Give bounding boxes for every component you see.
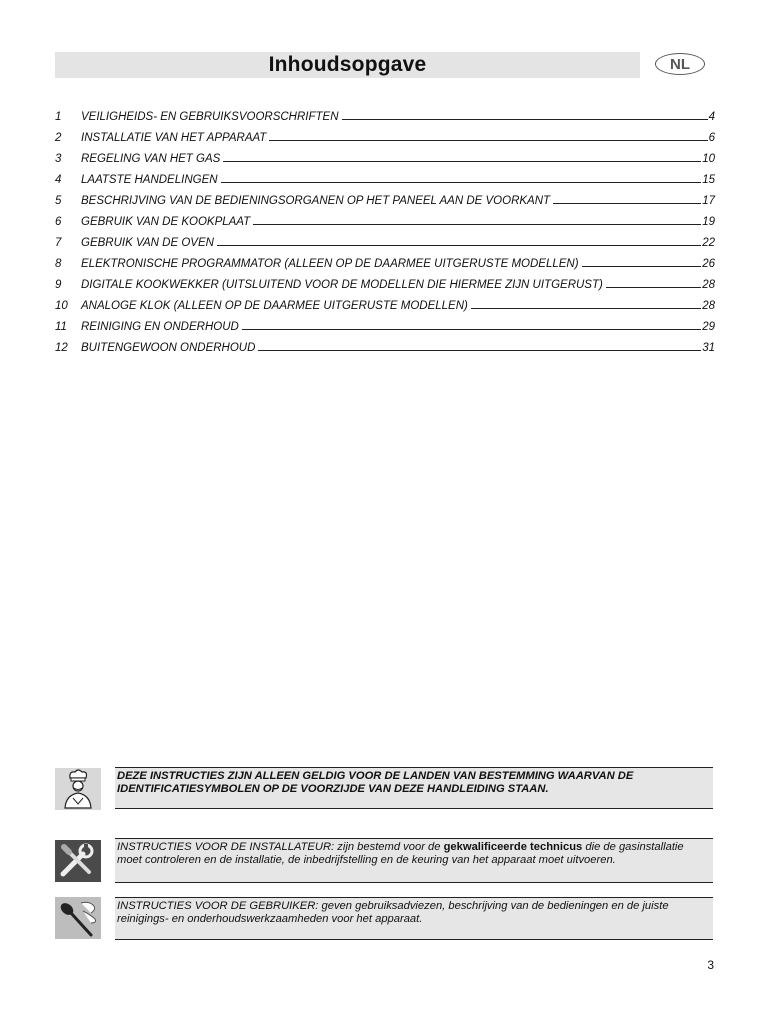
toc-row (55, 123, 715, 144)
toc-row (55, 333, 715, 354)
toc-page-number: 31 (702, 342, 715, 354)
toc-leader (269, 140, 707, 141)
toc-page-number: 15 (702, 174, 715, 186)
title-bar (55, 52, 640, 78)
toc-row (55, 186, 715, 207)
chef-icon (55, 768, 101, 810)
note-countries-text: DEZE INSTRUCTIES ZIJN ALLEEN GELDIG VOOR DE LANDEN VAN BESTEMMING WAARVAN DE IDENTIFICATIESYMBOLEN OP DE VOORZIJDE VAN DEZE HANDLEIDING STAAN. (117, 770, 634, 795)
tools-icon (55, 840, 101, 882)
toc-leader (258, 350, 701, 351)
toc-row (55, 207, 715, 228)
note-installer-box (115, 838, 713, 883)
toc-number: 3 (55, 153, 62, 165)
toc-number: 8 (55, 258, 62, 270)
toc-leader (217, 245, 701, 246)
toc-page-number: 17 (702, 195, 715, 207)
toc-row (55, 144, 715, 165)
toc-page-number: 28 (702, 300, 715, 312)
toc-leader (223, 161, 701, 162)
toc-leader (471, 308, 701, 309)
page-title: Inhoudsopgave (268, 53, 427, 76)
toc-page-number: 4 (708, 111, 715, 123)
toc-row (55, 165, 715, 186)
toc-page-number: 28 (702, 279, 715, 291)
spoon-icon (55, 897, 101, 939)
toc-title: BESCHRIJVING VAN DE BEDIENINGSORGANEN OP HET PANEEL AAN DE VOORKANT (81, 195, 551, 207)
toc-title: INSTALLATIE VAN HET APPARAAT (81, 132, 267, 144)
note-user-text: INSTRUCTIES VOOR DE GEBRUIKER: geven gebruiksadviezen, beschrijving van de bedieningen en de juiste reinigings- en onderhoudswerkzaamheden voor het apparaat. (117, 900, 669, 925)
toc-row (55, 228, 715, 249)
toc-row (55, 270, 715, 291)
toc-title: ANALOGE KLOK (ALLEEN OP DE DAARMEE UITGERUSTE MODELLEN) (81, 300, 468, 312)
toc-leader (582, 266, 702, 267)
toc-number: 2 (55, 132, 62, 144)
toc-leader (253, 224, 701, 225)
toc-title: GEBRUIK VAN DE KOOKPLAAT (81, 216, 251, 228)
toc-number: 1 (55, 111, 62, 123)
language-badge: NL (655, 53, 705, 75)
toc-leader (606, 287, 701, 288)
toc-title: REINIGING EN ONDERHOUD (81, 321, 239, 333)
toc-number: 5 (55, 195, 62, 207)
toc-page-number: 29 (702, 321, 715, 333)
toc-page-number: 6 (708, 132, 715, 144)
note-installer-bold: gekwalificeerde technicus (443, 841, 583, 853)
toc-number: 7 (55, 237, 62, 249)
toc-title: GEBRUIK VAN DE OVEN (81, 237, 214, 249)
toc-row (55, 291, 715, 312)
toc-number: 9 (55, 279, 62, 291)
toc-page-number: 10 (702, 153, 715, 165)
toc-page-number: 22 (702, 237, 715, 249)
page-number: 3 (707, 958, 714, 972)
note-countries-box (115, 767, 713, 809)
toc-number: 11 (55, 321, 67, 333)
toc-row (55, 249, 715, 270)
note-installer-text-rest: die de gasinstallatie moet controleren en de installatie, de inbedrijfstelling en de keuring van het apparaat moet uitvoeren. (117, 841, 684, 866)
toc-title: DIGITALE KOOKWEKKER (UITSLUITEND VOOR DE MODELLEN DIE HIERMEE ZIJN UITGERUST) (81, 279, 603, 291)
note-installer-text: INSTRUCTIES VOOR DE INSTALLATEUR: zijn bestemd voor de (117, 841, 444, 853)
note-user-box (115, 897, 713, 940)
toc-leader (553, 203, 701, 204)
toc-title: LAATSTE HANDELINGEN (81, 174, 218, 186)
toc-page-number: 26 (702, 258, 715, 270)
toc-number: 6 (55, 216, 62, 228)
toc-leader (221, 182, 702, 183)
toc-number: 4 (55, 174, 62, 186)
toc-page-number: 19 (702, 216, 715, 228)
toc-leader (342, 119, 708, 120)
toc-row (55, 102, 715, 123)
toc-row (55, 312, 715, 333)
toc-number: 12 (55, 342, 68, 354)
toc-title: BUITENGEWOON ONDERHOUD (81, 342, 256, 354)
toc-leader (242, 329, 701, 330)
toc-title: ELEKTRONISCHE PROGRAMMATOR (ALLEEN OP DE DAARMEE UITGERUSTE MODELLEN) (81, 258, 579, 270)
toc-number: 10 (55, 300, 68, 312)
toc-title: REGELING VAN HET GAS (81, 153, 221, 165)
toc-title: VEILIGHEIDS- EN GEBRUIKSVOORSCHRIFTEN (81, 111, 339, 123)
table-of-contents (55, 102, 715, 354)
